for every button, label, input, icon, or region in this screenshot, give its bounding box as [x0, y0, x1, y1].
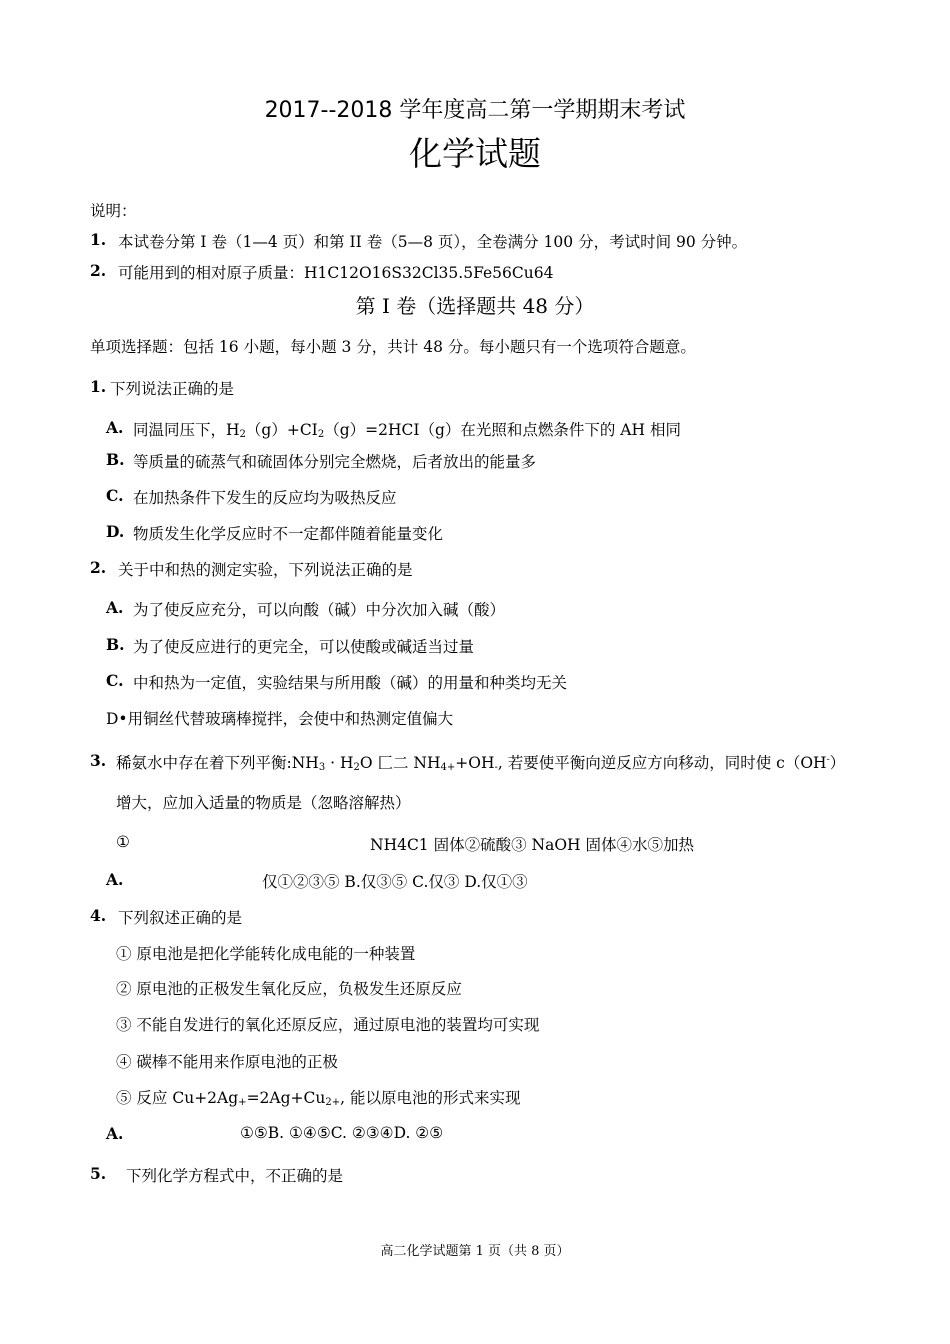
q3-stem: 稀氨水中存在着下列平衡$:NH_3 \cdot H_2O$ 匚二 $NH_{4+}+OH_-$, 若要使平衡向逆反应方向移动，同时使 c（OH-）: [116, 754, 846, 773]
q2-number: 2.: [90, 558, 107, 577]
q1-number: 1.: [90, 377, 107, 396]
notes-heading: 说明：: [90, 202, 137, 220]
q2-option-a-label: A.: [106, 598, 124, 617]
part-one-instruction: 单项选择题：包括 16 小题，每小题 3 分，共计 48 分。每小题只有一个选项符合题意。: [90, 338, 696, 356]
q3-items: NH4C1 固体②硫酸③ NaOH 固体④水⑤加热: [370, 836, 694, 854]
q3-number: 3.: [90, 751, 107, 770]
note-2-number: 2.: [90, 261, 107, 280]
q2-option-c-label: C.: [106, 671, 124, 690]
q1-option-c-label: C.: [106, 486, 124, 505]
q2-option-b-label: B.: [106, 635, 125, 654]
part-one-title: 第 I 卷（选择题共 48 分）: [355, 294, 595, 318]
q2-option-d: D•用铜丝代替玻璃棒搅拌，会使中和热测定值偏大: [106, 710, 454, 728]
exam-year-title: 2017--2018 学年度高二第一学期期末考试: [264, 98, 686, 123]
q1-option-a-label: A.: [106, 418, 124, 437]
q4-stem: 下列叙述正确的是: [118, 909, 243, 927]
q3-item-circle: ①: [116, 833, 130, 851]
note-1-number: 1.: [90, 230, 107, 249]
note-1-text: 本试卷分第 I 卷（1—4 页）和第 II 卷（5—8 页），全卷满分 100 分，考试时间 90 分钟。: [118, 233, 748, 251]
q1-option-c-text: 在加热条件下发生的反应均为吸热反应: [133, 489, 397, 507]
q2-option-a-text: 为了使反应充分，可以向酸（碱）中分次加入碱（酸）: [133, 601, 506, 619]
q4-statement-4: ④ 碳棒不能用来作原电池的正极: [116, 1053, 338, 1071]
subject-title: 化学试题: [409, 134, 541, 173]
q5-number: 5.: [90, 1164, 107, 1183]
q2-stem: 关于中和热的测定实验，下列说法正确的是: [118, 561, 413, 579]
q3-option-a-label: A.: [106, 870, 124, 889]
q5-stem: 下列化学方程式中，不正确的是: [126, 1167, 344, 1185]
q2-option-c-text: 中和热为一定值，实验结果与所用酸（碱）的用量和种类均无关: [133, 674, 568, 692]
q1-option-d-label: D.: [106, 522, 125, 541]
page-footer: 高二化学试题第 1 页（共 8 页）: [380, 1244, 570, 1259]
q4-statement-3: ③ 不能自发进行的氧化还原反应，通过原电池的装置均可实现: [116, 1016, 540, 1034]
q1-option-b-label: B.: [106, 450, 125, 469]
q1-option-d-text: 物质发生化学反应时不一定都伴随着能量变化: [133, 525, 444, 543]
q4-statement-2: ② 原电池的正极发生氧化反应，负极发生还原反应: [116, 980, 462, 998]
q1-stem: 下列说法正确的是: [110, 380, 235, 398]
q4-options: ①⑤B. ①④⑤C. ②③④D. ②⑤: [240, 1124, 444, 1142]
q4-number: 4.: [90, 906, 107, 925]
q4-statement-1: ① 原电池是把化学能转化成电能的一种装置: [116, 945, 416, 963]
q2-option-b-text: 为了使反应进行的更完全，可以使酸或碱适当过量: [133, 638, 475, 656]
q1-option-a-text: 同温同压下，$H_2(g)+CI_2(g)=2HCI(g)$在光照和点燃条件下的 AH 相同: [133, 421, 681, 440]
note-2-text: 可能用到的相对原子质量：H1C12O16S32Cl35.5Fe56Cu64: [118, 264, 554, 282]
q4-statement-5: ⑤ 反应 $Cu+2Ag_+=2Ag+Cu_{2+}$, 能以原电池的形式来实现: [116, 1089, 521, 1108]
q3-options: 仅①②③⑤ B.仅③⑤ C.仅③ D.仅①③: [262, 873, 528, 891]
q1-option-b-text: 等质量的硫蒸气和硫固体分别完全燃烧，后者放出的能量多: [133, 453, 537, 471]
q3-stem-line2: 增大，应加入适量的物质是（忽略溶解热）: [116, 794, 411, 812]
q4-option-a-label: A.: [106, 1124, 124, 1143]
